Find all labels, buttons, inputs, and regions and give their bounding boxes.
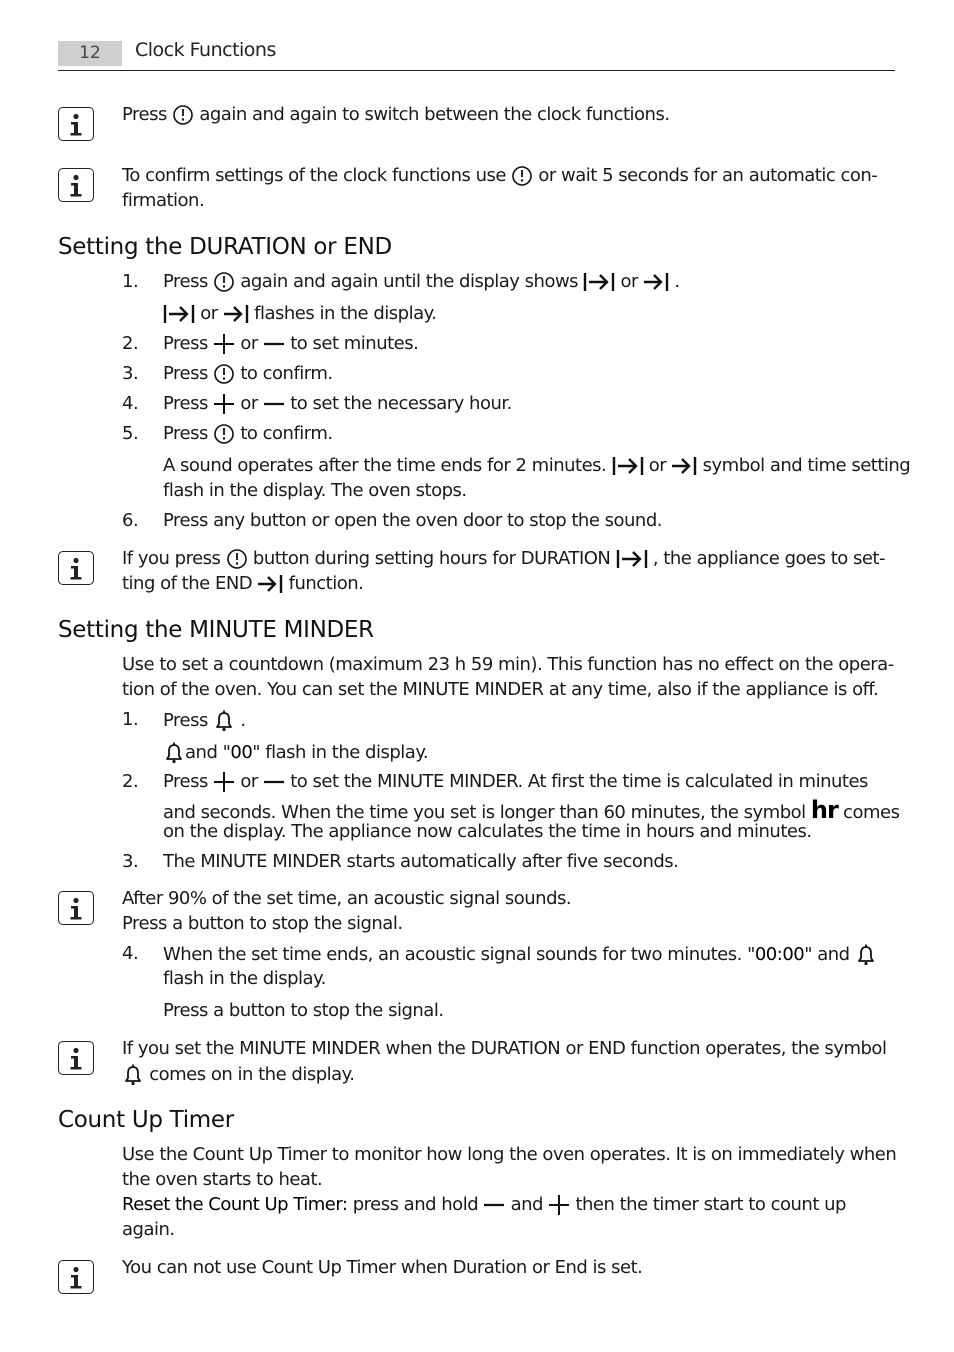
step-number: 1.: [122, 271, 139, 292]
duration-step-6: Press any button or open the oven door to stop the sound.: [163, 510, 662, 531]
section-heading-minute-minder: Setting the MINUTE MINDER: [58, 617, 374, 643]
duration-note-line2: ting of the END function.: [122, 573, 364, 594]
plus-icon: [213, 333, 235, 355]
plus-icon: [548, 1194, 570, 1216]
minute-minder-step-3: The MINUTE MINDER starts automatically after five seconds.: [163, 851, 679, 872]
plus-icon: [213, 393, 235, 415]
count-up-line2: the oven starts to heat.: [122, 1169, 323, 1190]
bell-icon: [855, 943, 877, 967]
duration-step-2: Press or to set minutes.: [163, 333, 419, 354]
section-heading-count-up: Count Up Timer: [58, 1107, 234, 1133]
duration-icon: [163, 303, 195, 325]
duration-step-5-result-line2: flash in the display. The oven stops.: [163, 480, 467, 501]
minus-icon: [483, 1194, 505, 1216]
step-number: 4.: [122, 943, 139, 964]
reset-label: Reset the Count Up Timer:: [122, 1194, 348, 1215]
count-up-note: You can not use Count Up Timer when Duration or End is set.: [122, 1257, 643, 1278]
minute-minder-step-2-line3: on the display. The appliance now calculates the time in hours and minutes.: [163, 821, 812, 842]
minus-icon: [263, 771, 285, 793]
minute-minder-step-1: Press .: [163, 710, 246, 731]
minute-minder-note2-line1: If you set the MINUTE MINDER when the DURATION or END function operates, the symbol: [122, 1038, 887, 1059]
end-icon: [257, 573, 283, 595]
duration-note-line1: If you press button during setting hours for DURATION , the appliance goes to set-: [122, 548, 885, 569]
info-icon: [58, 168, 94, 202]
count-up-reset-line: Reset the Count Up Timer: press and hold and then the timer start to count up: [122, 1194, 846, 1215]
count-up-line1: Use the Count Up Timer to monitor how long the oven operates. It is on immediately when: [122, 1144, 897, 1165]
end-icon: [671, 455, 697, 477]
header-divider: [58, 70, 895, 71]
info-icon: [58, 1260, 94, 1294]
hr-icon: hr: [810, 796, 838, 824]
duration-icon: [612, 455, 644, 477]
bell-icon: [122, 1063, 144, 1087]
clock-icon: [511, 165, 533, 187]
duration-step-5-result-line1: A sound operates after the time ends for 2 minutes. or symbol and time setting: [163, 455, 911, 476]
duration-icon: [583, 271, 615, 293]
duration-step-1: Press again and again until the display shows or .: [163, 271, 680, 292]
info-icon: [58, 551, 94, 585]
minute-minder-note1-line1: After 90% of the set time, an acoustic signal sounds.: [122, 888, 572, 909]
display-value: 00:00: [754, 944, 805, 965]
step-number: 5.: [122, 423, 139, 444]
note-confirm-line2: firmation.: [122, 190, 205, 211]
minute-minder-note1-line2: Press a button to stop the signal.: [122, 913, 403, 934]
minus-icon: [263, 393, 285, 415]
step-number: 3.: [122, 851, 139, 872]
end-icon: [223, 303, 249, 325]
duration-step-5: Press to confirm.: [163, 423, 333, 444]
info-icon: [58, 1041, 94, 1075]
clock-icon: [213, 423, 235, 445]
minute-minder-step-4-line1: When the set time ends, an acoustic signal sounds for two minutes. "00:00" and: [163, 943, 877, 967]
duration-step-1-result: or flashes in the display.: [163, 303, 436, 325]
step-number: 2.: [122, 333, 139, 354]
duration-step-4: Press or to set the necessary hour.: [163, 393, 512, 414]
duration-icon: [616, 548, 648, 570]
note-confirm-line1: To confirm settings of the clock functions use or wait 5 seconds for an automatic con-: [122, 165, 878, 186]
minute-minder-step-2-line1: Press or to set the MINUTE MINDER. At first the time is calculated in minutes: [163, 771, 868, 792]
display-value: 00: [230, 742, 253, 763]
step-number: 2.: [122, 771, 139, 792]
minute-minder-intro-line1: Use to set a countdown (maximum 23 h 59 min). This function has no effect on the opera-: [122, 654, 894, 675]
minute-minder-note2-line2: comes on in the display.: [122, 1063, 354, 1087]
minus-icon: [263, 333, 285, 355]
minute-minder-step-4-result: Press a button to stop the signal.: [163, 1000, 444, 1021]
step-number: 6.: [122, 510, 139, 531]
clock-icon: [213, 363, 235, 385]
count-up-reset-line2: again.: [122, 1219, 175, 1240]
minute-minder-step-4-line2: flash in the display.: [163, 968, 326, 989]
clock-icon: [213, 271, 235, 293]
clock-icon: [226, 548, 248, 570]
end-icon: [643, 271, 669, 293]
clock-icon: [172, 104, 194, 126]
minute-minder-step-2-line2: and seconds. When the time you set is longer than 60 minutes, the symbol hr comes: [163, 796, 900, 824]
step-number: 3.: [122, 363, 139, 384]
page-number: 12: [58, 41, 122, 66]
duration-step-3: Press to confirm.: [163, 363, 333, 384]
info-icon: [58, 107, 94, 141]
page-header-title: Clock Functions: [135, 39, 276, 61]
plus-icon: [213, 771, 235, 793]
minute-minder-intro-line2: tion of the oven. You can set the MINUTE MINDER at any time, also if the appliance is off.: [122, 679, 879, 700]
step-number: 4.: [122, 393, 139, 414]
bell-icon: [213, 709, 235, 733]
section-heading-duration: Setting the DURATION or END: [58, 234, 392, 260]
info-icon: [58, 891, 94, 925]
minute-minder-step-1-result: and "00" flash in the display.: [163, 741, 428, 765]
step-number: 1.: [122, 709, 139, 730]
note-clock-switch: Press again and again to switch between the clock functions.: [122, 104, 670, 125]
bell-icon: [163, 741, 185, 765]
